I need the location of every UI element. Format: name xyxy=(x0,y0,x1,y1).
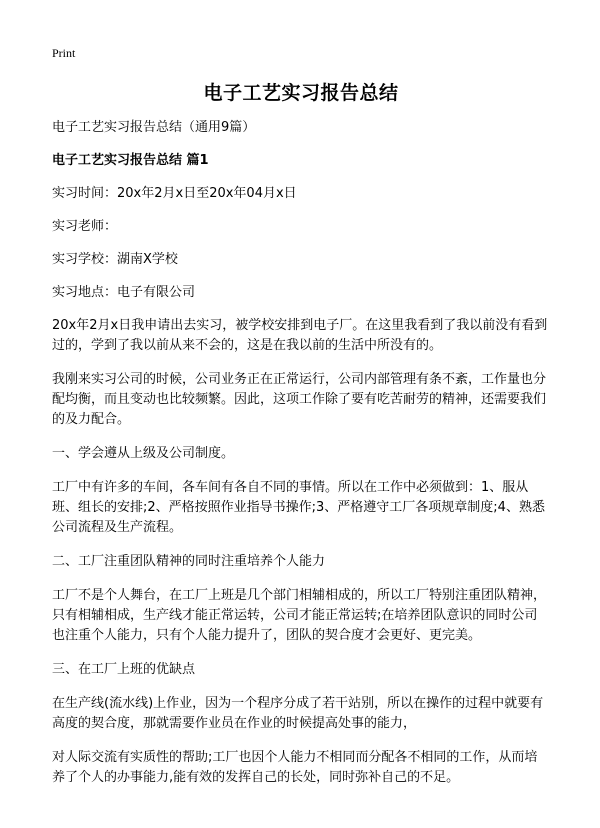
subsection-heading: 二、工厂注重团队精神的同时注重培养个人能力 xyxy=(52,554,326,569)
document-title: 电子工艺实习报告总结 xyxy=(203,82,399,104)
subsection-heading: 三、在工厂上班的优缺点 xyxy=(52,662,196,677)
body-paragraph: 20x年2月x日我申请出去实习，被学校安排到电子厂。在这里我看到了我以前没有看到过的，学到了我以前从来不会的，这是在我以前的生活中所没有的。 xyxy=(52,318,548,353)
body-paragraph: 工厂中有许多的车间，各车间有各自不同的事情。所以在工作中必须做到：1、服从班、组长的安排;2、严格按照作业指导书操作;3、严格遵守工厂各项规章制度;4、熟悉公司流程及生产流程。 xyxy=(52,480,545,535)
body-paragraph: 工厂不是个人舞台，在工厂上班是几个部门相辅相成的，所以工厂特别注重团队精神，只有相辅相成，生产线才能正常运转，公司才能正常运转;在培养团队意识的同时公司也注重个人能力，只有个人能力提升了，团队的契合度才会更好、更完美。 xyxy=(52,588,547,643)
body-paragraph: 对人际交流有实质性的帮助;工厂也因个人能力不相同而分配各不相同的工作，从而培养了个人的办事能力,能有效的发挥自己的长处，同时弥补自己的不足。 xyxy=(52,750,538,785)
document-subtitle: 电子工艺实习报告总结（通用9篇） xyxy=(52,120,256,135)
body-paragraph: 在生产线(流水线)上作业，因为一个程序分成了若干站别，所以在操作的过程中就要有高度的契合度，那就需要作业员在作业的时候提高处事的能力， xyxy=(52,696,544,731)
subsection-heading: 一、学会遵从上级及公司制度。 xyxy=(52,446,235,461)
section-heading: 电子工艺实习报告总结 篇1 xyxy=(52,153,209,168)
body-paragraph: 我刚来实习公司的时候，公司业务正在正常运行，公司内部管理有条不紊，工作量也分配均衡，而且变动也比较频繁。因此，这项工作除了要有吃苦耐劳的精神，还需要我们的及力配合。 xyxy=(52,372,547,427)
document-body xyxy=(52,78,550,802)
internship-time: 实习时间：20x年2月x日至20x年04月x日 xyxy=(52,186,297,201)
print-label: Print xyxy=(52,46,76,60)
internship-school: 实习学校：湖南X学校 xyxy=(52,252,178,267)
internship-location: 实习地点：电子有限公司 xyxy=(52,285,196,300)
internship-teacher: 实习老师： xyxy=(52,219,118,234)
